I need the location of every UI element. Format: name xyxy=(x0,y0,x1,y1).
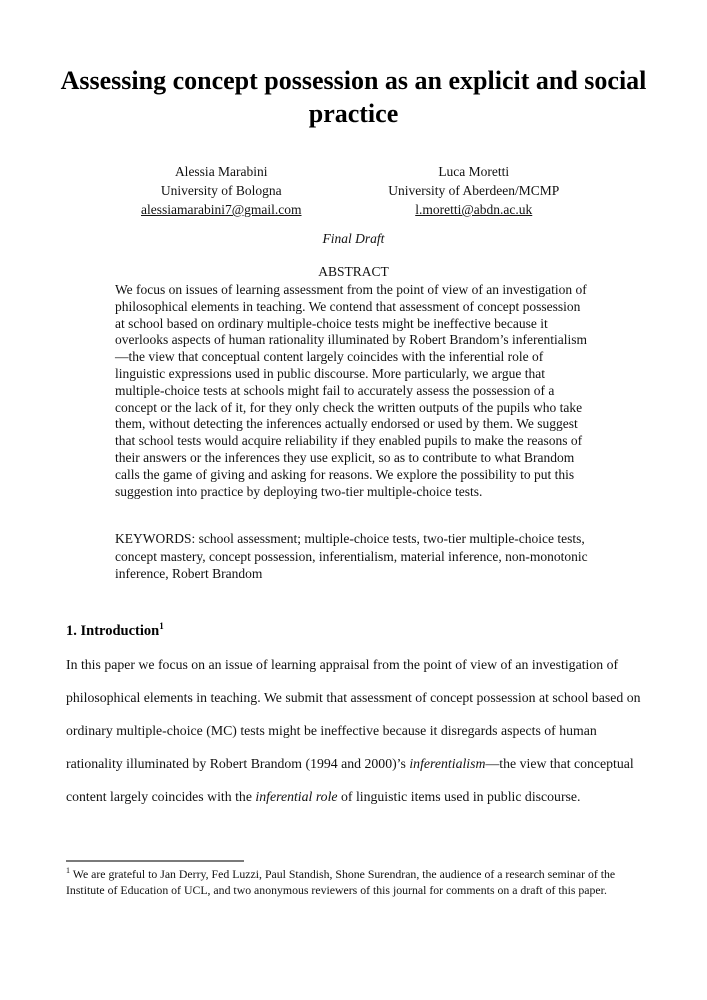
author-block xyxy=(95,162,600,219)
keywords-text: KEYWORDS: school assessment; multiple-choice tests, two-tier multiple-choice tests, concept mastery, concept possession, inferentialism, material inference, non-monotonic inference, Robert Brandom xyxy=(115,531,588,581)
author-1 xyxy=(95,162,348,219)
intro-segment-5: of linguistic items used in public discourse. xyxy=(337,789,581,804)
section-heading-text: 1. Introduction xyxy=(66,623,160,639)
draft-status: Final Draft xyxy=(322,231,385,246)
author-1-email-link[interactable]: alessiamarabini7@gmail.com xyxy=(140,202,302,217)
footnote-1-text: We are grateful to Jan Derry, Fed Luzzi, Paul Standish, Shone Surendran, the audience of a research seminar of the Institute of Education of UCL, and two anonymous reviewers of this journal for comments on a draft of this paper. xyxy=(66,867,616,897)
author-1-affiliation: University of Bologna xyxy=(160,183,282,198)
intro-segment-2-italic: inferentialism xyxy=(409,756,486,771)
intro-segment-4-italic: inferential role xyxy=(255,789,338,804)
author-1-name: Alessia Marabini xyxy=(174,164,268,179)
intro-segment-3: —the view that conceptual content largely coincides with the xyxy=(66,756,634,804)
footnote-1-marker: 1 xyxy=(66,866,70,876)
author-2 xyxy=(348,162,601,219)
intro-segment-1: In this paper we focus on an issue of learning appraisal from the point of view of an investigation of philosophical elements in teaching. We submit that assessment of concept possession at school based on ordinary multiple-choice (MC) tests might be ineffective because it disregards aspects of human rationality illuminated by Robert Brandom (1994 and 2000)’s xyxy=(66,657,641,771)
author-2-email-link[interactable]: l.moretti@abdn.ac.uk xyxy=(415,202,533,217)
abstract-text: We focus on issues of learning assessment from the point of view of an investigation of philosophical elements in teaching. We contend that assessment of concept possession at school based on ordinary multiple-choice tests might be ineffective because it overlooks aspects of human rationality illuminated by Robert Brandom’s inferentialism—the view that conceptual content largely coincides with the inferential role of linguistic expressions used in public discourse. More particularly, we argue that multiple-choice tests at schools might fail to accurately assess the possession of a concept or the lack of it, for they only check the written outputs of the pupils who take them, without detecting the inferences actually endorsed or used by them. We suggest that school tests would acquire reliability if they enabled pupils to make the reasons of their answers or the inferences they use explicit, so as to contribute to what Brandom calls the game of giving and asking for reasons. We explore the possibility to put this suggestion into practice by deploying two-tier multiple-choice tests. xyxy=(115,282,588,499)
footnote-separator-rule xyxy=(66,860,244,862)
paper-title: Assessing concept possession as an explicit and social practice xyxy=(60,66,647,128)
author-2-name: Luca Moretti xyxy=(438,164,510,179)
footnote-1 xyxy=(66,867,648,898)
author-2-affiliation: University of Aberdeen/MCMP xyxy=(388,183,560,198)
section-heading-introduction xyxy=(66,621,645,641)
footnote-reference-marker: 1 xyxy=(159,621,164,632)
introduction-paragraph xyxy=(66,648,646,813)
abstract-heading: ABSTRACT xyxy=(318,264,389,279)
